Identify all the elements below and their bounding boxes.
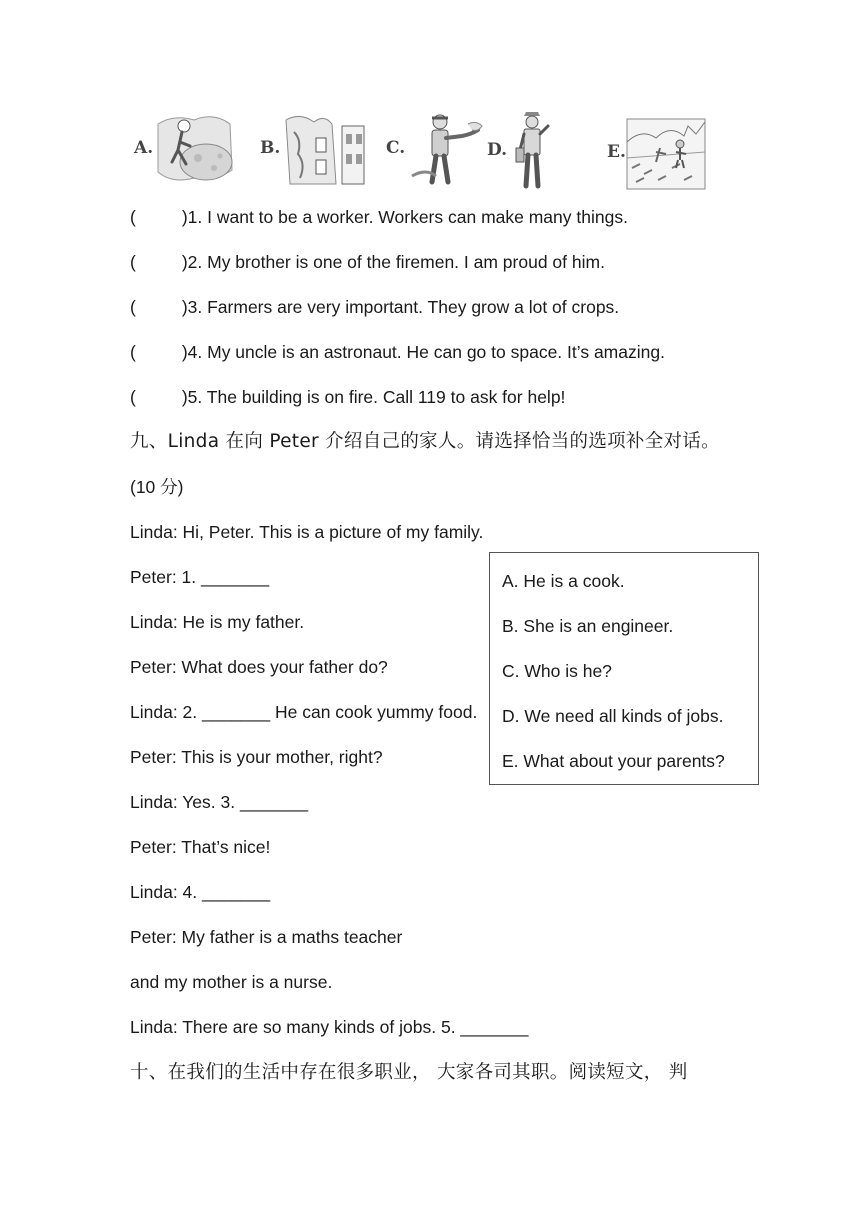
matching-sentence: )4. My uncle is an astronaut. He can go to space. It’s amazing. — [181, 342, 665, 362]
dialogue-line: Peter: My father is a maths teacher — [130, 927, 403, 947]
dialogue-line: Peter: 1. _______ — [130, 567, 270, 587]
picture-row — [130, 110, 720, 190]
dialogue-line: Linda: There are so many kinds of jobs. 5. _______ — [130, 1017, 529, 1037]
matching-sentence: )5. The building is on fire. Call 119 to ask for help! — [181, 387, 566, 407]
dialogue-line: Linda: Yes. 3. _______ — [130, 792, 309, 812]
matching-sentence: )3. Farmers are very important. They grow a lot of crops. — [181, 297, 620, 317]
picture-letter-e: E. — [607, 142, 626, 162]
section-9-points: (10 分) — [130, 477, 184, 497]
picture-letter-c: C. — [386, 138, 406, 158]
matching-sentence: )1. I want to be a worker. Workers can make many things. — [181, 207, 628, 227]
section-10-title: 十、在我们的生活中存在很多职业， 大家各司其职。阅读短文， 判 — [130, 1062, 688, 1083]
option-b: B. She is an engineer. — [502, 616, 674, 636]
picture-letter-d: D. — [487, 140, 508, 160]
answer-bracket-open: ( — [130, 207, 136, 227]
answer-bracket-open: ( — [130, 387, 136, 407]
worker-icon — [510, 110, 560, 190]
matching-item-1 — [130, 205, 628, 229]
dialogue-line: Peter: This is your mother, right? — [130, 747, 383, 767]
dialogue-line: Peter: What does your father do? — [130, 657, 388, 677]
farmer-in-field-icon — [626, 114, 706, 194]
option-d: D. We need all kinds of jobs. — [502, 706, 724, 726]
matching-item-5 — [130, 385, 565, 409]
matching-sentence: )2. My brother is one of the firemen. I am proud of him. — [181, 252, 605, 272]
dialogue-line: and my mother is a nurse. — [130, 972, 333, 992]
dialogue-line: Linda: 2. _______ He can cook yummy food. — [130, 702, 478, 722]
picture-letter-b: B. — [260, 138, 281, 158]
option-a: A. He is a cook. — [502, 571, 625, 591]
answer-bracket-open: ( — [130, 297, 136, 317]
matching-item-2 — [130, 250, 605, 274]
option-e: E. What about your parents? — [502, 751, 725, 771]
dialogue-line: Linda: 4. _______ — [130, 882, 271, 902]
astronaut-on-moon-icon — [154, 110, 236, 190]
section-9-title: 九、Linda 在向 Peter 介绍自己的家人。请选择恰当的选项补全对话。 — [130, 431, 720, 452]
firefighter-with-hose-icon — [406, 110, 486, 190]
matching-item-4 — [130, 340, 665, 364]
dialogue-line: Linda: He is my father. — [130, 612, 305, 632]
options-box — [489, 552, 759, 785]
option-c: C. Who is he? — [502, 661, 612, 681]
answer-bracket-open: ( — [130, 252, 136, 272]
burning-building-icon — [280, 110, 370, 190]
matching-item-3 — [130, 295, 619, 319]
dialogue-line: Peter: That’s nice! — [130, 837, 271, 857]
picture-letter-a: A. — [134, 138, 154, 158]
dialogue-line: Linda: Hi, Peter. This is a picture of my family. — [130, 522, 484, 542]
answer-bracket-open: ( — [130, 342, 136, 362]
